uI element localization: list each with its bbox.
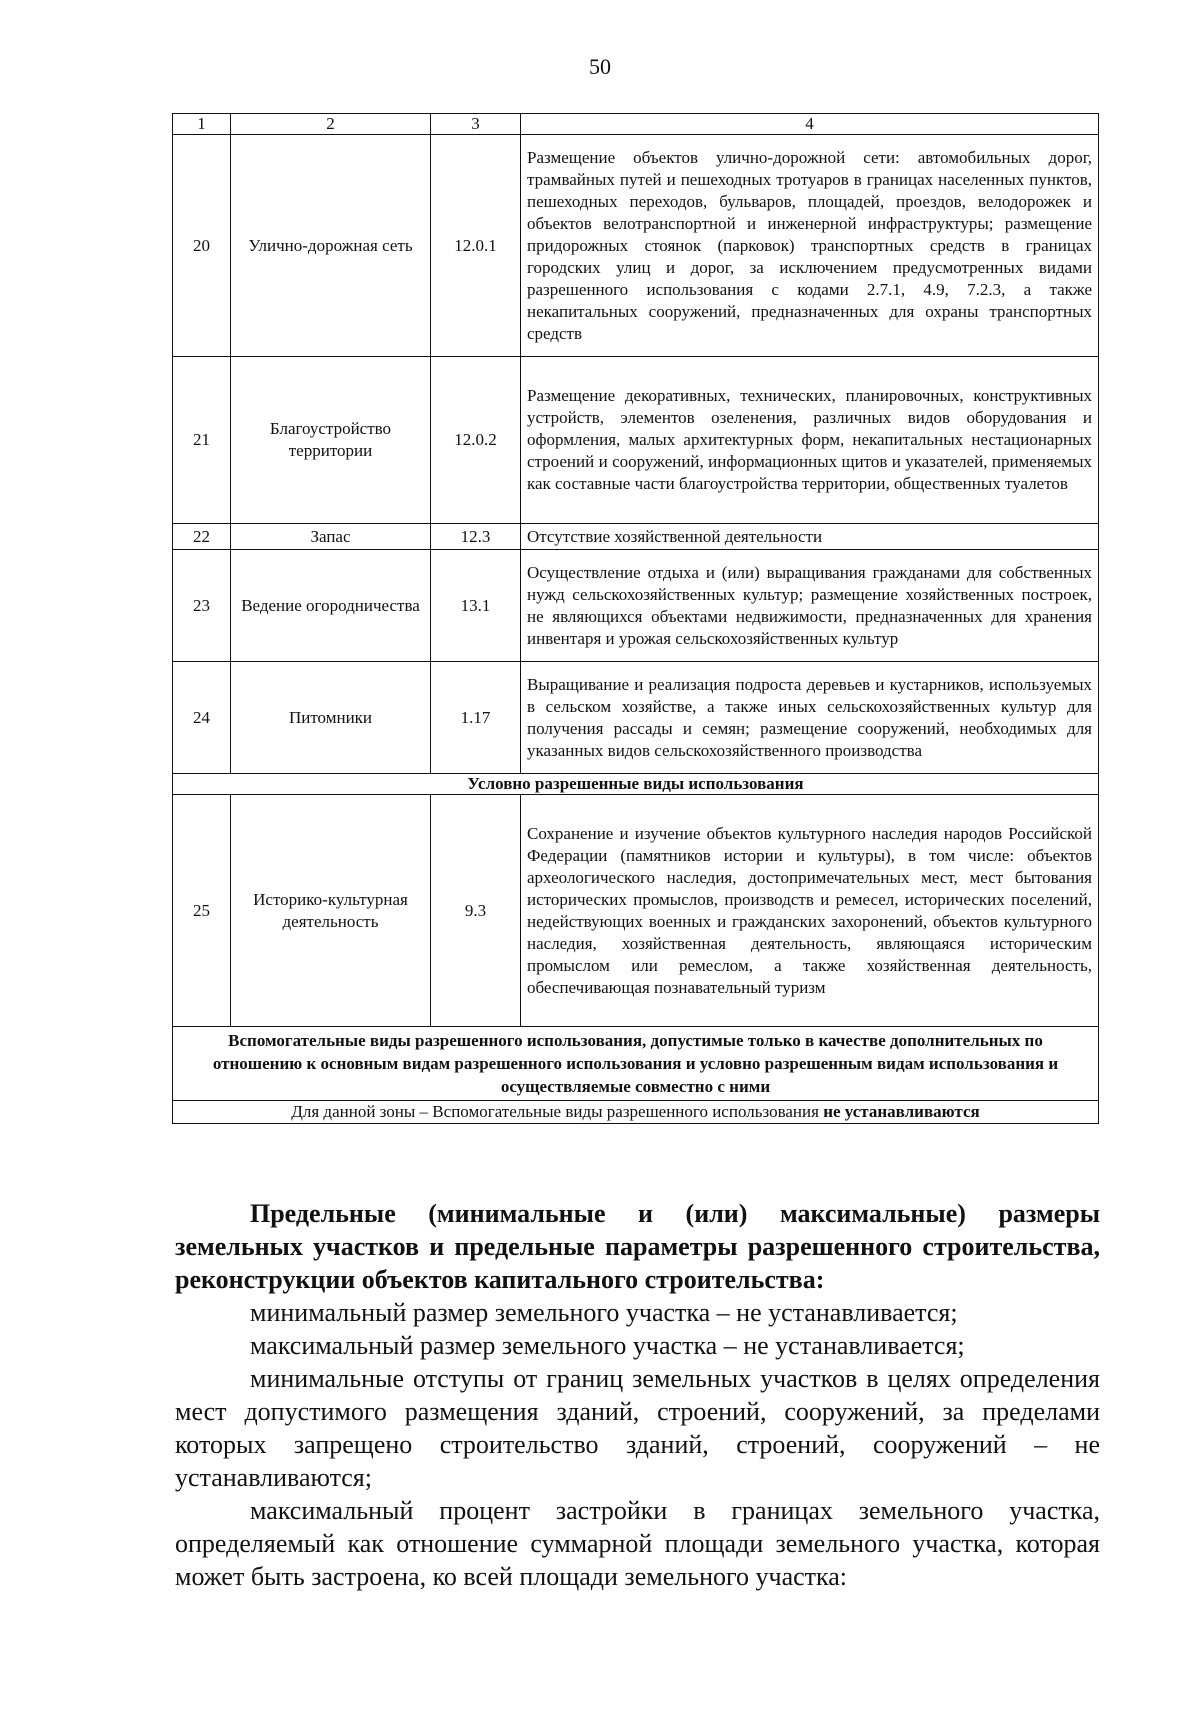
- section-row-auxiliary: [173, 1027, 1099, 1101]
- table-row: [173, 135, 1099, 357]
- paragraph: минимальный размер земельного участка – не устанавливается;: [250, 1298, 958, 1327]
- row-number: 21: [173, 357, 231, 524]
- parameters-section: [175, 1197, 1100, 1593]
- paragraph: максимальный процент застройки в границах земельного участка, определяемый как отношение суммарной площади земельного участка, которая может быть застроена, ко всей площади земельного участка:: [175, 1496, 1100, 1591]
- use-type-description: Размещение декоративных, технических, планировочных, конструктивных устройств, элементов озеленения, различных видов оборудования и оформления, малых архитектурных форм, некапитальных нестационарных строений и сооружений, информационных щитов и указателей, применяемых как составные части благоустройства территории, общественных туалетов: [521, 357, 1099, 524]
- use-type-description: Сохранение и изучение объектов культурного наследия народов Российской Федерации (памятников истории и культуры), в том числе: объектов археологического наследия, достопримечательных мест, мест бытования исторических промыслов, производств и ремесел, исторических поселений, недействующих военных и гражданских захоронений, объектов культурного наследия, хозяйственная деятельность, являющаяся историческим промыслом или ремеслом, а также хозяйственная деятельность, обеспечивающая познавательный туризм: [521, 795, 1099, 1027]
- use-type-description: Выращивание и реализация подроста деревьев и кустарников, используемых в сельском хозяйстве, а также иных сельскохозяйственных культур для получения рассады и семян; размещение сооружений, необходимых для указанных видов сельскохозяйственного производства: [521, 662, 1099, 774]
- row-number: 25: [173, 795, 231, 1027]
- use-type-code: 9.3: [431, 795, 521, 1027]
- use-type-name: Улично-дорожная сеть: [231, 135, 431, 357]
- use-type-name: Питомники: [231, 662, 431, 774]
- header-cell: 2: [231, 114, 431, 135]
- use-type-name: Ведение огородничества: [231, 550, 431, 662]
- land-use-table: [172, 113, 1099, 1124]
- use-type-description: Размещение объектов улично-дорожной сети: автомобильных дорог, трамвайных путей и пешеходных тротуаров в границах населенных пунктов, пешеходных переходов, бульваров, площадей, проездов, велодорожек и объектов велотранспортной и инженерной инфраструктуры; размещение придорожных стоянок (парковок) транспортных средств в границах городских улиц и дорог, за исключением предусмотренных видами разрешенного использования с кодами 2.7.1, 4.9, 7.2.3, а также некапитальных сооружений, предназначенных для охраны транспортных средств: [521, 135, 1099, 357]
- header-cell: 4: [521, 114, 1099, 135]
- page-number: 50: [589, 54, 611, 79]
- table-row: [173, 662, 1099, 774]
- use-type-code: 1.17: [431, 662, 521, 774]
- row-number: 22: [173, 524, 231, 550]
- use-type-code: 12.0.2: [431, 357, 521, 524]
- table-row: [173, 524, 1099, 550]
- note-emphasis: не устанавливаются: [823, 1102, 980, 1121]
- table-row: [173, 357, 1099, 524]
- use-type-name: Историко-культурная деятельность: [231, 795, 431, 1027]
- use-type-name: Запас: [231, 524, 431, 550]
- header-cell: 3: [431, 114, 521, 135]
- use-type-name: Благоустройство территории: [231, 357, 431, 524]
- section-title: Вспомогательные виды разрешенного использования, допустимые только в качестве дополнительных по отношению к основным видам разрешенного использования и условно разрешенным видам использования и осуществляемые совместно с ними: [173, 1027, 1099, 1101]
- table-header-row: [173, 114, 1099, 135]
- row-number: 20: [173, 135, 231, 357]
- note-prefix: Для данной зоны – Вспомогательные виды разрешенного использования: [291, 1102, 824, 1121]
- section-row-conditional: [173, 774, 1099, 795]
- paragraph: максимальный размер земельного участка – не устанавливается;: [250, 1331, 965, 1360]
- table-row: [173, 550, 1099, 662]
- table-row: [173, 795, 1099, 1027]
- note-cell: [173, 1101, 1099, 1124]
- use-type-code: 12.3: [431, 524, 521, 550]
- note-row: [173, 1101, 1099, 1124]
- section-title: Условно разрешенные виды использования: [173, 774, 1099, 795]
- use-type-code: 13.1: [431, 550, 521, 662]
- section-heading: Предельные (минимальные и (или) максимальные) размеры земельных участков и предельные параметры разрешенного строительства, реконструкции объектов капитального строительства:: [175, 1199, 1100, 1294]
- use-type-code: 12.0.1: [431, 135, 521, 357]
- use-type-description: Отсутствие хозяйственной деятельности: [521, 524, 1099, 550]
- row-number: 24: [173, 662, 231, 774]
- use-type-description: Осуществление отдыха и (или) выращивания гражданами для собственных нужд сельскохозяйственных культур; размещение хозяйственных построек, не являющихся объектами недвижимости, предназначенных для хранения инвентаря и урожая сельскохозяйственных культур: [521, 550, 1099, 662]
- paragraph: минимальные отступы от границ земельных участков в целях определения мест допустимого размещения зданий, строений, сооружений, за пределами которых запрещено строительство зданий, строений, сооружений – не устанавливаются;: [175, 1364, 1100, 1492]
- header-cell: 1: [173, 114, 231, 135]
- row-number: 23: [173, 550, 231, 662]
